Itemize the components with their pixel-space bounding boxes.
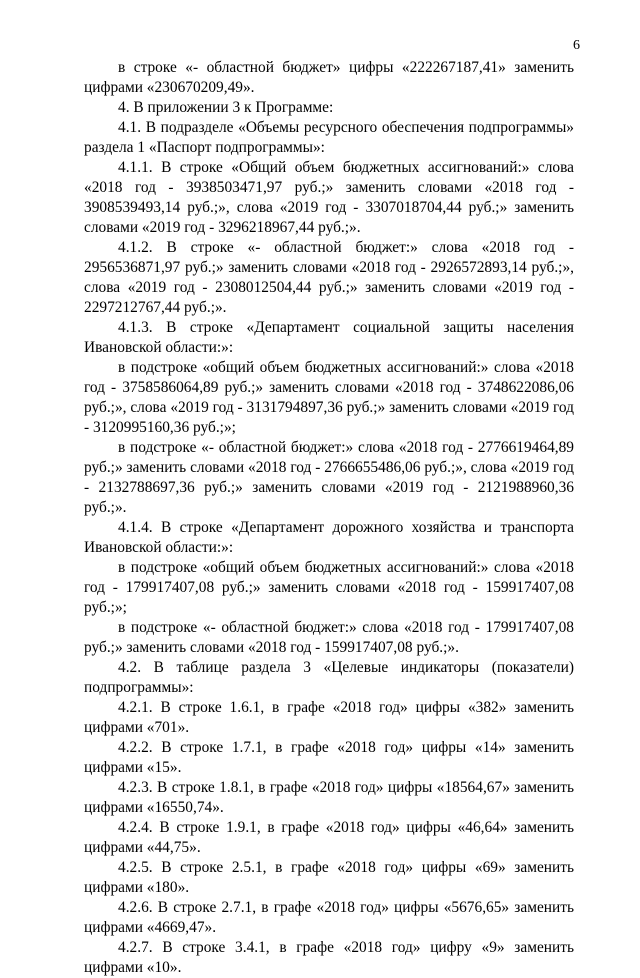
paragraph: в подстроке «общий объем бюджетных ассигнований:» слова «2018 год - 179917407,08 руб.;» заменить словами «2018 год - 159917407,08 руб.;»; xyxy=(84,559,574,616)
paragraph: 4.1.2. В строке «- областной бюджет:» слова «2018 год - 2956536871,97 руб.;» заменить словами «2018 год - 2926572893,14 руб.;», слова «2019 год - 2308012504,44 руб.;» заменить словами «2019 год - 2297212767,44 руб.;». xyxy=(84,239,574,316)
paragraph: 4.2.6. В строке 2.7.1, в графе «2018 год» цифры «5676,65» заменить цифрами «4669,47». xyxy=(84,899,574,936)
paragraph: 4.2.2. В строке 1.7.1, в графе «2018 год» цифры «14» заменить цифрами «15». xyxy=(84,739,574,776)
paragraph: 4.2.1. В строке 1.6.1, в графе «2018 год» цифры «382» заменить цифрами «701». xyxy=(84,699,574,736)
paragraph: 4.2.5. В строке 2.5.1, в графе «2018 год» цифры «69» заменить цифрами «180». xyxy=(84,859,574,896)
paragraph: 4.2.7. В строке 3.4.1, в графе «2018 год» цифру «9» заменить цифрами «10». xyxy=(84,939,574,976)
paragraph: 4. В приложении 3 к Программе: xyxy=(118,99,334,116)
document-body xyxy=(84,58,574,978)
paragraph: 4.2.3. В строке 1.8.1, в графе «2018 год» цифры «18564,67» заменить цифрами «16550,74». xyxy=(84,779,574,816)
paragraph: в подстроке «- областной бюджет:» слова «2018 год - 2776619464,89 руб.;» заменить словами «2018 год - 2766655486,06 руб.;», слова «2019 год - 2132788697,36 руб.;» заменить словами «2019 год - 2121988960,36 руб.;». xyxy=(84,439,574,516)
page-number: 6 xyxy=(573,38,580,53)
paragraph: 4.1.3. В строке «Департамент социальной защиты населения Ивановской области:»: xyxy=(84,319,574,356)
paragraph: 4.1.1. В строке «Общий объем бюджетных ассигнований:» слова «2018 год - 3938503471,97 руб.;» заменить словами «2018 год - 3908539493,14 руб.;», слова «2019 год - 3307018704,44 руб.;» заменить словами «2019 год - 3296218967,44 руб.;». xyxy=(84,159,574,236)
paragraph: 4.1. В подразделе «Объемы ресурсного обеспечения подпрограммы» раздела 1 «Паспорт подпрограммы»: xyxy=(84,119,574,156)
paragraph: 4.1.4. В строке «Департамент дорожного хозяйства и транспорта Ивановской области:»: xyxy=(84,519,574,556)
paragraph: 4.2.4. В строке 1.9.1, в графе «2018 год» цифры «46,64» заменить цифрами «44,75». xyxy=(84,819,574,856)
paragraph: в подстроке «общий объем бюджетных ассигнований:» слова «2018 год - 3758586064,89 руб.;» заменить словами «2018 год - 3748622086,06 руб.;», слова «2019 год - 3131794897,36 руб.;» заменить словами «2019 год - 3120995160,36 руб.;»; xyxy=(84,359,574,436)
paragraph: в подстроке «- областной бюджет:» слова «2018 год - 179917407,08 руб.;» заменить словами «2018 год - 159917407,08 руб.;». xyxy=(84,619,574,656)
paragraph: в строке «- областной бюджет» цифры «222267187,41» заменить цифрами «230670209,49». xyxy=(84,59,574,96)
paragraph: 4.2. В таблице раздела 3 «Целевые индикаторы (показатели) подпрограммы»: xyxy=(84,659,574,696)
